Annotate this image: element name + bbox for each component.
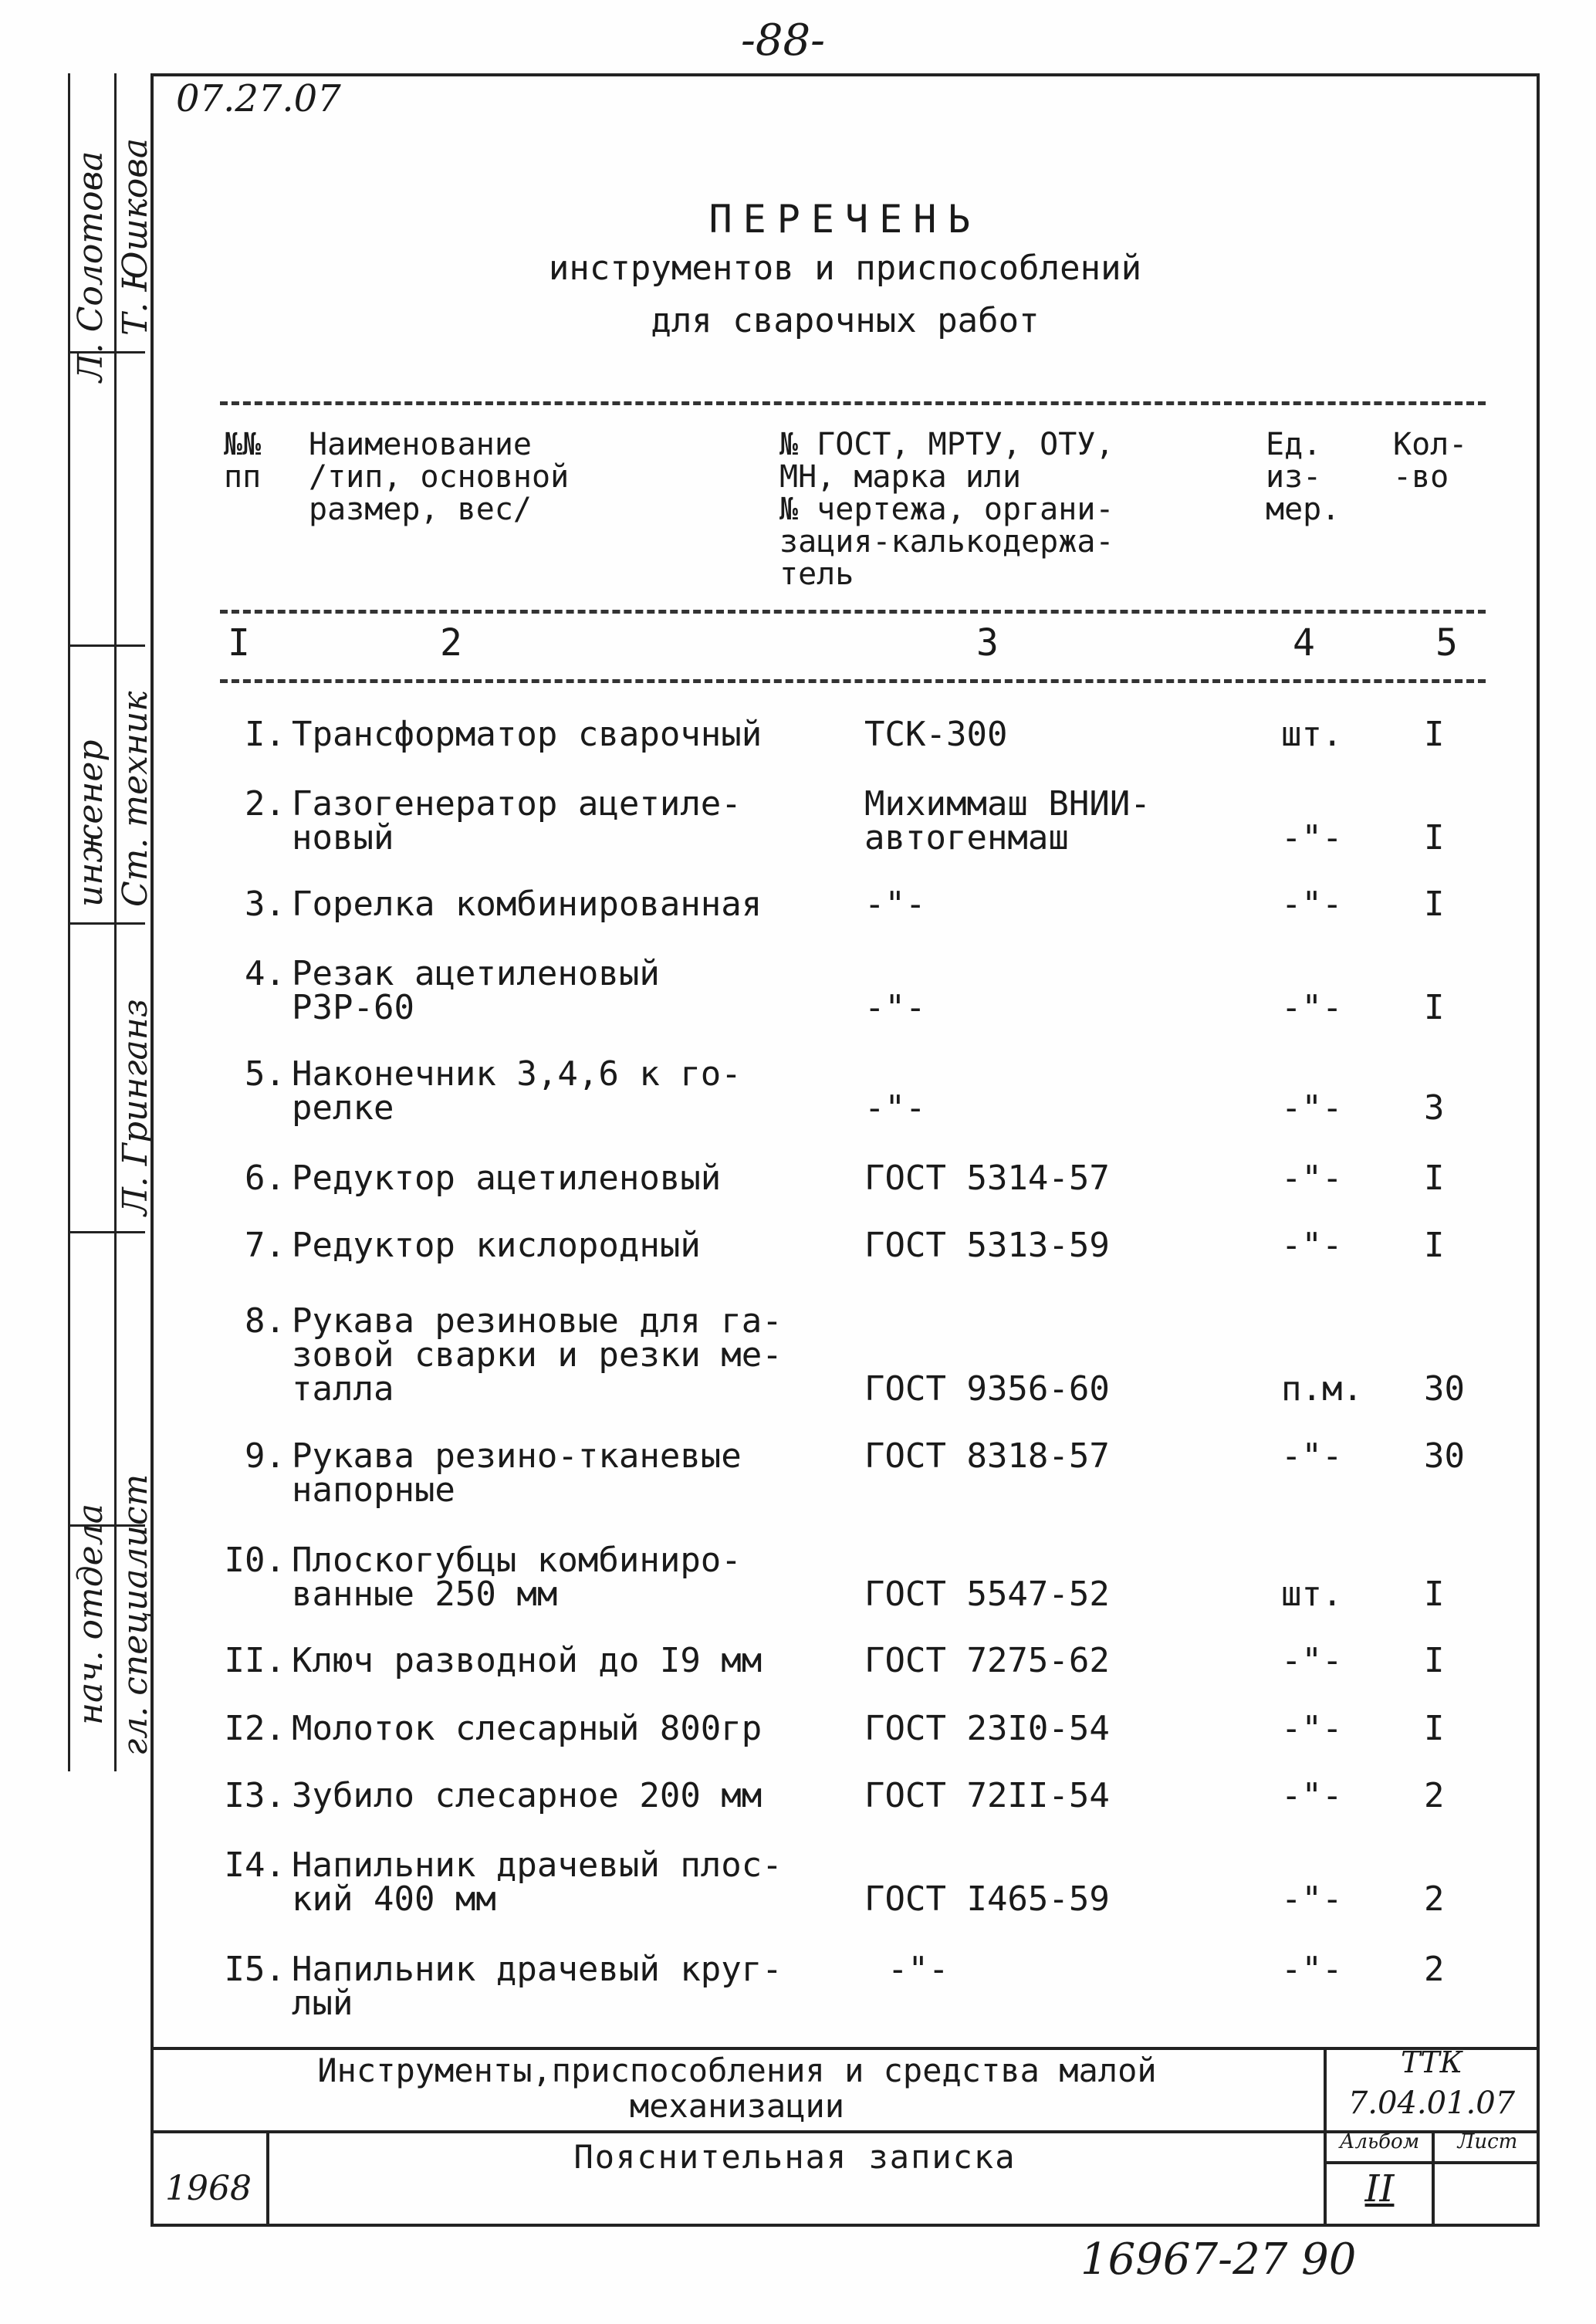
row-number: 7. bbox=[245, 1226, 286, 1265]
row-number: I2. bbox=[224, 1709, 286, 1748]
stamp-album-value: II bbox=[1364, 2167, 1395, 2211]
stamp-ttk-code: 7.04.01.07 bbox=[1347, 2086, 1516, 2121]
row-qty: I bbox=[1424, 1226, 1445, 1265]
row-unit: шт. bbox=[1281, 1575, 1343, 1614]
row-qty: I bbox=[1424, 818, 1445, 858]
side-label-role2: Ст. техник bbox=[116, 691, 155, 907]
stamp-sheet-label: Лист bbox=[1457, 2130, 1518, 2153]
document-code: 07.27.07 bbox=[176, 77, 341, 120]
signature-strip bbox=[68, 73, 155, 1771]
row-standard: -"- bbox=[864, 1088, 926, 1128]
row-qty: I bbox=[1424, 988, 1445, 1027]
side-label-role3: гл. специалист bbox=[116, 1473, 155, 1756]
stamp-album-label: Альбом bbox=[1339, 2130, 1420, 2153]
row-standard: ГОСТ 5313-59 bbox=[864, 1226, 1110, 1265]
row-unit: -"- bbox=[1281, 1641, 1343, 1680]
row-standard: ГОСТ 5547-52 bbox=[864, 1575, 1110, 1614]
row-number: 4. bbox=[245, 954, 286, 993]
row-unit: -"- bbox=[1281, 818, 1343, 858]
row-number: 6. bbox=[245, 1159, 286, 1198]
row-standard: ТСК-300 bbox=[864, 715, 1008, 754]
strip-divider bbox=[68, 922, 145, 925]
row-unit: -"- bbox=[1281, 885, 1343, 924]
column-number: 4 bbox=[1293, 621, 1315, 665]
row-qty: I bbox=[1424, 715, 1445, 754]
row-name: Газогенератор ацетиле- новый bbox=[292, 784, 742, 858]
header-standard: № ГОСТ, МРТУ, ОТУ, МН, марка или № чертежа, органи- зация-калькодержа- тель bbox=[779, 427, 1114, 592]
row-number: 9. bbox=[245, 1436, 286, 1476]
strip-divider bbox=[68, 1231, 145, 1233]
row-name: Ключ разводной до I9 мм bbox=[292, 1641, 762, 1680]
row-qty: I bbox=[1424, 1575, 1445, 1614]
row-name: Редуктор ацетиленовый bbox=[292, 1159, 722, 1198]
header-rule bbox=[220, 401, 1486, 405]
page-number: -88- bbox=[741, 15, 826, 66]
row-name: Молоток слесарный 800гр bbox=[292, 1709, 762, 1748]
row-number: 3. bbox=[245, 885, 286, 924]
row-number: I3. bbox=[224, 1776, 286, 1815]
row-standard: ГОСТ 72II-54 bbox=[864, 1776, 1110, 1815]
row-name: Напильник драчевый плос- кий 400 мм bbox=[292, 1845, 783, 1919]
row-unit: -"- bbox=[1281, 1709, 1343, 1748]
row-qty: I bbox=[1424, 1709, 1445, 1748]
row-qty: 2 bbox=[1424, 1776, 1445, 1815]
side-label-name2: Л. Солотова bbox=[71, 151, 110, 382]
document-subtitle: инструментов и приспособлений bbox=[548, 249, 1142, 288]
row-number: I0. bbox=[224, 1541, 286, 1580]
row-number: 5. bbox=[245, 1054, 286, 1094]
row-name: Рукава резино-тканевые напорные bbox=[292, 1436, 742, 1510]
row-unit: -"- bbox=[1281, 1436, 1343, 1476]
row-standard: ГОСТ 9356-60 bbox=[864, 1369, 1110, 1409]
row-unit: шт. bbox=[1281, 715, 1343, 754]
row-number: I4. bbox=[224, 1845, 286, 1885]
row-qty: 30 bbox=[1424, 1436, 1465, 1476]
row-qty: 2 bbox=[1424, 1879, 1445, 1919]
stamp-divider bbox=[266, 2130, 269, 2227]
stamp-divider bbox=[1432, 2130, 1435, 2227]
row-number: 2. bbox=[245, 784, 286, 824]
row-unit: -"- bbox=[1281, 1088, 1343, 1128]
row-unit: п.м. bbox=[1281, 1369, 1363, 1409]
document-subtitle-2: для сварочных работ bbox=[651, 301, 1040, 340]
header-name: Наименование /тип, основной размер, вес/ bbox=[309, 427, 570, 527]
row-qty: 2 bbox=[1424, 1950, 1445, 1989]
header-unit: Ед. из- мер. bbox=[1266, 427, 1341, 527]
column-number: 2 bbox=[440, 621, 462, 665]
stamp-subtitle: Пояснительная записка bbox=[573, 2138, 1016, 2176]
row-number: 8. bbox=[245, 1301, 286, 1341]
stamp-title: Инструменты,приспособления и средства малой bbox=[317, 2052, 1157, 2089]
row-qty: I bbox=[1424, 885, 1445, 924]
side-label-name: Т. Юшкова bbox=[116, 137, 155, 336]
bottom-number: 16967-27 90 bbox=[1080, 2234, 1357, 2285]
row-qty: 3 bbox=[1424, 1088, 1445, 1128]
row-qty: 30 bbox=[1424, 1369, 1465, 1409]
row-unit: -"- bbox=[1281, 1226, 1343, 1265]
row-name: Резак ацетиленовый РЗР-60 bbox=[292, 954, 660, 1027]
row-unit: -"- bbox=[1281, 1879, 1343, 1919]
row-standard: ГОСТ 7275-62 bbox=[864, 1641, 1110, 1680]
row-name: Напильник драчевый круг- лый bbox=[292, 1950, 783, 2023]
header-no: №№ пп bbox=[224, 427, 262, 495]
row-standard: ГОСТ I465-59 bbox=[864, 1879, 1110, 1919]
document-title: ПЕРЕЧЕНЬ bbox=[708, 197, 982, 242]
stamp-divider bbox=[1324, 2047, 1327, 2227]
row-unit: -"- bbox=[1281, 1776, 1343, 1815]
row-unit: -"- bbox=[1281, 988, 1343, 1027]
row-name: Зубило слесарное 200 мм bbox=[292, 1776, 762, 1815]
side-label-role4: нач. отдела bbox=[71, 1504, 110, 1725]
header-qty: Кол- -во bbox=[1393, 427, 1468, 495]
row-qty: I bbox=[1424, 1159, 1445, 1198]
row-standard: ГОСТ 5314-57 bbox=[864, 1159, 1110, 1198]
row-number: I. bbox=[245, 715, 286, 754]
strip-divider bbox=[68, 644, 145, 647]
header-rule bbox=[220, 610, 1486, 614]
row-standard: ГОСТ 8318-57 bbox=[864, 1436, 1110, 1476]
row-name: Рукава резиновые для га- зовой сварки и резки ме- талла bbox=[292, 1301, 783, 1409]
row-standard: ГОСТ 23I0-54 bbox=[864, 1709, 1110, 1748]
row-name: Редуктор кислородный bbox=[292, 1226, 701, 1265]
row-standard: -"- bbox=[888, 1950, 949, 1989]
header-rule bbox=[220, 679, 1486, 683]
row-standard: -"- bbox=[864, 885, 926, 924]
row-name: Трансформатор сварочный bbox=[292, 715, 762, 754]
stamp-title-2: механизации bbox=[629, 2087, 845, 2125]
row-name: Наконечник 3,4,6 к го- релке bbox=[292, 1054, 742, 1128]
stamp-divider bbox=[1324, 2161, 1540, 2164]
row-name: Горелка комбинированная bbox=[292, 885, 762, 924]
row-number: I5. bbox=[224, 1950, 286, 1989]
row-standard: -"- bbox=[864, 988, 926, 1027]
row-number: II. bbox=[224, 1641, 286, 1680]
column-number: I bbox=[228, 621, 250, 665]
row-qty: I bbox=[1424, 1641, 1445, 1680]
stamp-ttk: ТТК bbox=[1400, 2045, 1463, 2079]
stamp-year: 1968 bbox=[165, 2169, 252, 2208]
column-number: 5 bbox=[1435, 621, 1458, 665]
column-number: 3 bbox=[976, 621, 999, 665]
side-label-role1: инженер bbox=[71, 739, 110, 907]
row-unit: -"- bbox=[1281, 1950, 1343, 1989]
row-name: Плоскогубцы комбиниро- ванные 250 мм bbox=[292, 1541, 742, 1614]
row-unit: -"- bbox=[1281, 1159, 1343, 1198]
side-label-name3: Л. Гринганз bbox=[116, 999, 155, 1216]
row-standard: Михиммаш ВНИИ- автогенмаш bbox=[864, 784, 1151, 858]
